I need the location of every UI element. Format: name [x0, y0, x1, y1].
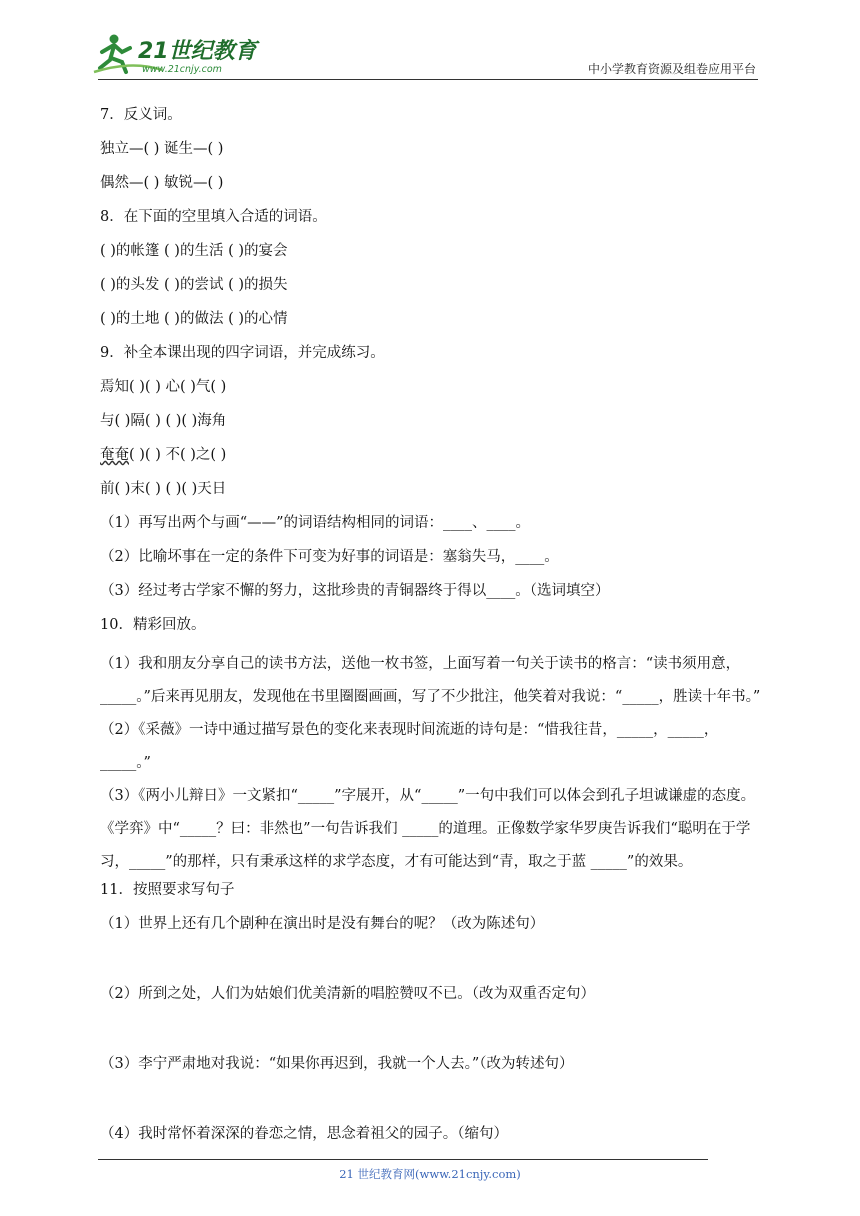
q10-sub-2: （2）《采薇》一诗中通过描写景色的变化来表现时间流逝的诗句是：“惜我往昔，_____，_____，_____。” — [100, 722, 719, 771]
q11-sub-2: （2）所到之处，人们为姑娘们优美清新的唱腔赞叹不已。（改为双重否定句） — [100, 986, 595, 1002]
q7-row-2: 偶然—( ) 敏锐—( ) — [100, 175, 224, 191]
q8-title: 8．在下面的空里填入合适的词语。 — [100, 209, 327, 225]
q9-sub-1: （1）再写出两个与画“——”的词语结构相同的词语：____、____。 — [100, 515, 531, 531]
q11-answer-space-2 — [100, 1017, 762, 1053]
q7-row-1: 独立—( ) 诞生—( ) — [100, 141, 224, 157]
q11-answer-space-3 — [100, 1087, 762, 1123]
footer-divider — [98, 1159, 708, 1160]
q9-row-3-underlined-word: 奄奄 — [100, 447, 129, 463]
q9-row-2: 与( )隔( ) ( )( )海角 — [100, 413, 227, 429]
q9-row-4: 前( )末( ) ( )( )天日 — [100, 481, 227, 497]
q8-row-1: ( )的帐篷 ( )的生活 ( )的宴会 — [100, 243, 288, 259]
footer-source: 21 世纪教育网(www.21cnjy.com) — [339, 1167, 521, 1181]
q7-title: 7．反义词。 — [100, 107, 182, 123]
q10-sub-1: （1）我和朋友分享自己的读书方法，送他一枚书签，上面写着一句关于读书的格言：“读书须用意，_____。”后来再见朋友，发现他在书里圈圈画画，写了不少批注，他笑着对我说：“_____，胜读十年书。” — [100, 656, 761, 705]
q9-title: 9．补全本课出现的四字词语，并完成练习。 — [100, 345, 385, 361]
q9-row-3-rest: ( )( ) 不( )之( ) — [129, 447, 227, 463]
q8-row-3: ( )的土地 ( )的做法 ( )的心情 — [100, 311, 288, 327]
q9-sub-3: （3）经过考古学家不懈的努力，这批珍贵的青铜器终于得以____。（选词填空） — [100, 583, 610, 599]
page-header — [0, 0, 860, 82]
q11-title: 11．按照要求写句子 — [100, 882, 235, 898]
logo-icon — [92, 30, 262, 78]
q11-sub-4: （4）我时常怀着深深的眷恋之情，思念着祖父的园子。（缩句） — [100, 1126, 508, 1142]
q8-row-2: ( )的头发 ( )的尝试 ( )的损失 — [100, 277, 288, 293]
q10-title: 10．精彩回放。 — [100, 617, 206, 633]
q9-row-3 — [100, 444, 762, 478]
q9-row-1: 焉知( )( ) 心( )气( ) — [100, 379, 227, 395]
platform-name: 中小学教育资源及组卷应用平台 — [587, 62, 756, 76]
q10-sub-3: （3）《两小儿辩日》一文紧扣“_____”字展开，从“_____”一句中我们可以体会到孔子坦诚谦虚的态度。《学弈》中“_____？曰：非然也”一句告诉我们 _____的道理。正像数学家华罗庚告诉我们“聪明在于学习，_____”的那样，只有秉承这样的求学态度，才有可能达到“青，取之于蓝 _____”的效果。 — [100, 788, 756, 870]
logo-url: www.21cnjy.com — [142, 64, 222, 75]
logo-text: 21世纪教育 — [138, 39, 257, 64]
q11-answer-space-1 — [100, 947, 762, 983]
q9-sub-2: （2）比喻坏事在一定的条件下可变为好事的词语是：塞翁失马，____。 — [100, 549, 559, 565]
q11-sub-1: （1）世界上还有几个剧种在演出时是没有舞台的呢？（改为陈述句） — [100, 916, 545, 932]
exam-content — [100, 104, 762, 1157]
q11-sub-3: （3）李宁严肃地对我说：“如果你再迟到，我就一个人去。”（改为转述句） — [100, 1056, 574, 1072]
header-divider — [98, 79, 758, 80]
